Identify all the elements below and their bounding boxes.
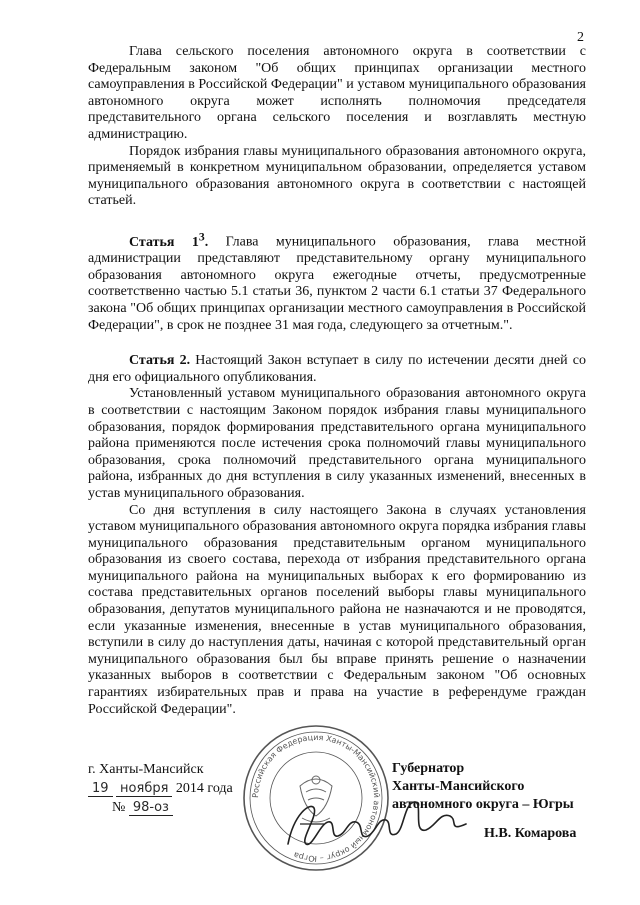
paragraph-2 bbox=[88, 144, 586, 210]
article-title bbox=[129, 229, 209, 250]
number-sign: № bbox=[112, 800, 126, 815]
date-month: ноября bbox=[116, 782, 172, 797]
article-title-superscript: 3 bbox=[198, 229, 205, 243]
paragraph-1 bbox=[88, 44, 586, 144]
signing-place-date bbox=[88, 760, 233, 817]
seal-lettering: Российская Федерация Ханты-Мансийский автономный округ – Югра bbox=[250, 732, 382, 864]
governor-title-line-2: Ханты-Мансийского bbox=[392, 779, 525, 794]
number-value: 98-оз bbox=[129, 801, 173, 816]
city: г. Ханты-Мансийск bbox=[88, 762, 204, 777]
page-number: 2 bbox=[577, 30, 584, 45]
handwritten-signature bbox=[280, 794, 480, 854]
law-number bbox=[88, 798, 233, 817]
article-2 bbox=[88, 353, 586, 386]
signing-date bbox=[88, 779, 233, 798]
paragraph-5 bbox=[88, 386, 586, 502]
article-title-text: Статья 1 bbox=[129, 234, 199, 250]
signer-name: Н.В. Комарова bbox=[484, 826, 577, 841]
date-year: 2014 года bbox=[175, 781, 233, 796]
date-day: 19 bbox=[88, 782, 113, 797]
paragraph-text: Глава сельского поселения автономного округа в соответствии с Федеральным законом "Об общих принципах организации местного самоуправления в Российской Федерации" и уставом муниципального образования автономного округа может исполнять полномочия председателя представительного органа сельского поселения и возглавлять местную администрацию. bbox=[88, 44, 586, 142]
governor-title-line-3: автономного округа – Югры bbox=[392, 797, 574, 812]
paragraph-text: Со дня вступления в силу настоящего Закона в случаях установления уставом муниципального образования автономного округа порядка избрания главы муниципального образования представительным органом муниципального образования из своего состава, перехода от избрания представительного органа муниципального района на муниципальных выборах к его формированию из состава представительных органов поселений выборы главы муниципального образования, депутатов муниципального района не назначаются и не проводятся, если указанные изменения, внесенные в устав муниципального образования, вступили в силу до наступления даты, начиная с которой представительный орган муниципального образования был бы вправе принять решение о назначении указанных выборов в соответствии с Федеральным законом "Об основных гарантиях избирательных прав и права на участие в референдуме граждан Российской Федерации". bbox=[88, 502, 586, 717]
article-1-3 bbox=[88, 229, 586, 334]
governor-title-line-1: Губернатор bbox=[392, 761, 465, 776]
article-title: Статья 2. bbox=[129, 353, 191, 369]
paragraph-text: Порядок избрания главы муниципального образования автономного округа, применяемый в конкретном муниципальном образовании, определяется уставом муниципального образования автономного округа в соответствии с настоящей статьей. bbox=[88, 143, 586, 209]
article-title-tail: . bbox=[204, 234, 209, 250]
paragraph-text: Настоящий Закон вступает в силу по истечении десяти дней со дня его официального опубликования. bbox=[88, 353, 586, 385]
paragraph-6 bbox=[88, 503, 586, 719]
document-body bbox=[88, 44, 586, 718]
paragraph-text: Глава муниципального образования, глава местной администрации представляют представительному органу муниципального образования автономного округа ежегодные отчеты, предусмотренные соответственно частью 5.1 статьи 36, пунктом 2 части 6.1 статьи 37 Федерального закона "Об общих принципах организации местного самоуправления в Российской Федерации", в срок не позднее 31 мая года, следующего за отчетным.". bbox=[88, 234, 586, 333]
paragraph-text: Установленный уставом муниципального образования автономного округа в соответствии с настоящим Законом порядок избрания главы муниципального образования, порядок формирования представительного органа муниципального района применяются после истечения срока полномочий главы муниципального образования, срока полномочий представительного органа муниципального района, избранных до дня вступления в силу указанных изменений, внесенных в устав муниципального образования. bbox=[88, 386, 586, 501]
